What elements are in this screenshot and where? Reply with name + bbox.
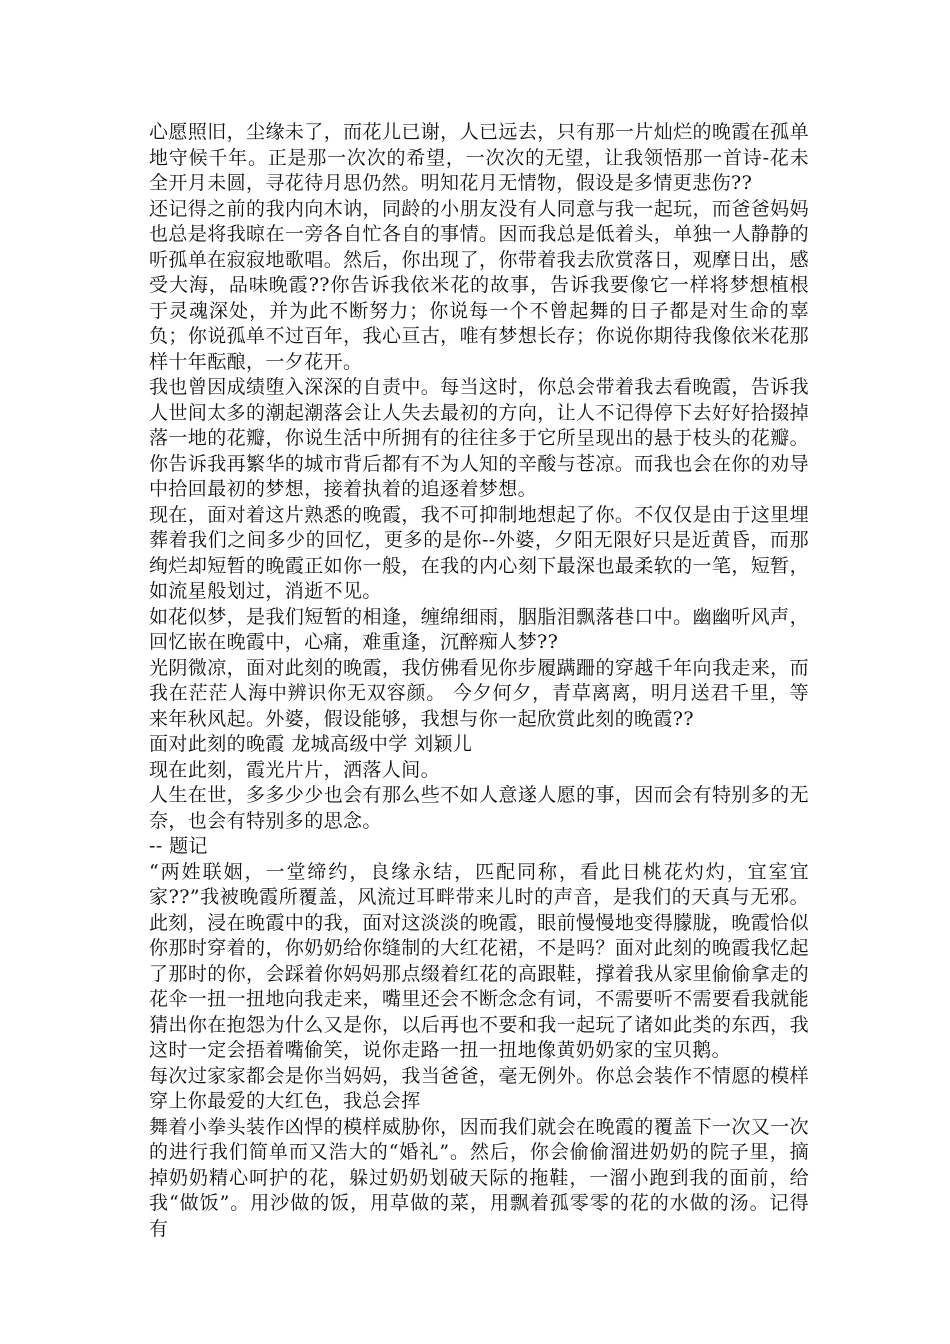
document-body	[149, 120, 809, 1242]
paragraph: 光阴微凉，面对此刻的晚霞，我仿佛看见你步履蹒跚的穿越千年向我走来，而我在茫茫人海中辨识你无双容颜。 今夕何夕，青草离离，明月送君千里，等来年秋风起。外婆，假设能够，我想与你一起欣赏此刻的晚霞??	[149, 656, 809, 730]
paragraph: “两姓联姻，一堂缔约，良缘永结，匹配同称，看此日桃花灼灼，宜室宜家??”我被晚霞所覆盖，风流过耳畔带来儿时的声音，是我们的天真与无邪。此刻，浸在晚霞中的我，面对这淡淡的晚霞，眼前慢慢地变得朦胧，晚霞恰似你那时穿着的，你奶奶给你缝制的大红花裙，不是吗？面对此刻的晚霞我忆起了那时的你，会踩着你妈妈那点缀着红花的高跟鞋，撑着我从家里偷偷拿走的花伞一扭一扭地向我走来，嘴里还会不断念念有词，不需要听不需要看我就能猜出你在抱怨为什么又是你，以后再也不要和我一起玩了诸如此类的东西，我这时一定会捂着嘴偷笑，说你走路一扭一扭地像黄奶奶家的宝贝鹅。	[149, 860, 809, 1061]
paragraph: 现在此刻，霞光片片，洒落人间。	[149, 758, 441, 781]
paragraph: 人生在世，多多少少也会有那么些不如人意遂人愿的事，因而会有特别多的无奈，也会有特别多的思念。	[149, 784, 809, 832]
paragraph: 还记得之前的我内向木讷，同龄的小朋友没有人同意与我一起玩，而爸爸妈妈也总是将我晾在一旁各自忙各自的事情。因而我总是低着头，单独一人静静的听孤单在寂寂地歌唱。然后，你出现了，你带着我去欣赏落日，观摩日出，感受大海，品味晚霞??你告诉我依米花的故事，告诉我要像它一样将梦想植根于灵魂深处，并为此不断努力；你说每一个不曾起舞的日子都是对生命的辜负；你说孤单不过百年，我心亘古，唯有梦想长存；你说你期待我像依米花那样十年酝酿，一夕花开。	[149, 197, 809, 373]
epigraph-attribution: -- 题记	[149, 835, 208, 857]
paragraph: 如花似梦，是我们短暂的相逢，缠绵细雨，胭脂泪飘落巷口中。幽幽听风声，回忆嵌在晚霞中，心痛，难重逢，沉醉痴人梦??	[149, 605, 809, 653]
paragraph: 心愿照旧，尘缘未了，而花儿已谢，人已远去，只有那一片灿烂的晚霞在孤单地守候千年。正是那一次次的希望，一次次的无望，让我领悟那一首诗-花未全开月未圆，寻花待月思仍然。明知花月无情物，假设是多情更悲伤??	[149, 121, 809, 194]
paragraph: 现在，面对着这片熟悉的晚霞，我不可抑制地想起了你。不仅仅是由于这里埋葬着我们之间多少的回忆，更多的是你--外婆，夕阳无限好只是近黄昏，而那绚烂却短暂的晚霞正如你一般，在我的内心刻下最深也最柔软的一笔，短暂，如流星般划过，消逝不见。	[149, 503, 809, 602]
paragraph: 我也曾因成绩堕入深深的自责中。每当这时，你总会带着我去看晚霞，告诉我人世间太多的潮起潮落会让人失去最初的方向，让人不记得停下去好好拾掇掉落一地的花瓣，你说生活中所拥有的往往多于它所呈现出的悬于枝头的花瓣。你告诉我再繁华的城市背后都有不为人知的辛酸与苍凉。而我也会在你的劝导中拾回最初的梦想，接着执着的追逐着梦想。	[149, 376, 809, 500]
essay-title-line: 面对此刻的晚霞 龙城高级中学 刘颖儿	[149, 733, 473, 755]
paragraph: 舞着小拳头装作凶悍的模样威胁你，因而我们就会在晚霞的覆盖下一次又一次的进行我们简单而又浩大的“婚礼”。然后，你会偷偷溜进奶奶的院子里，摘掉奶奶精心呵护的花，躲过奶奶划破天际的拖鞋，一溜小跑到我的面前，给我“做饭”。用沙做的饭，用草做的菜，用飘着孤零零的花的水做的汤。记得有	[149, 1115, 809, 1240]
paragraph: 每次过家家都会是你当妈妈，我当爸爸，毫无例外。你总会装作不情愿的模样穿上你最爱的大红色，我总会挥	[149, 1064, 809, 1112]
